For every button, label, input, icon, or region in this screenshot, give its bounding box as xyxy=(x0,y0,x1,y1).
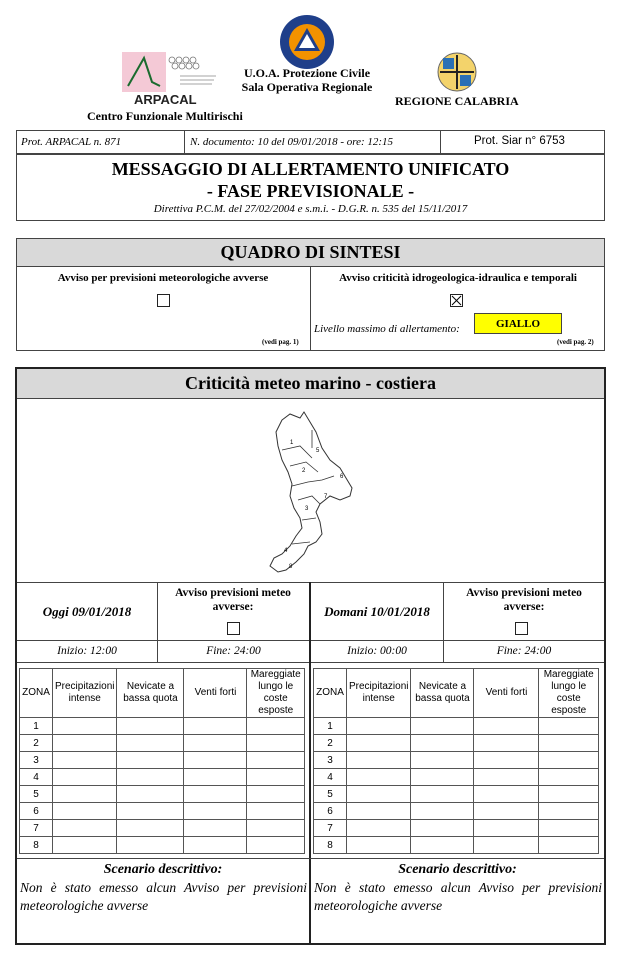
arpacal-mountain-icon xyxy=(122,52,166,92)
zone-number: 6 xyxy=(314,803,347,820)
arpacal-subtitle: Centro Funzionale Multirischi xyxy=(87,109,243,123)
table-row xyxy=(314,837,599,854)
zone-cell xyxy=(347,837,411,854)
uoa-line1: U.O.A. Protezione Civile xyxy=(243,66,371,80)
zone-number: 2 xyxy=(20,735,53,752)
svg-text:7: 7 xyxy=(324,494,328,500)
zone-cell xyxy=(347,718,411,735)
zone-cell xyxy=(539,752,599,769)
zone-cell xyxy=(117,735,184,752)
protezione-civile-logo xyxy=(279,14,335,70)
col-zona: ZONA xyxy=(314,669,347,718)
col-venti: Venti forti xyxy=(474,669,539,718)
zone-cell xyxy=(411,803,474,820)
calabria-zone-map xyxy=(260,408,370,578)
zone-cell xyxy=(117,803,184,820)
zone-cell xyxy=(184,803,247,820)
svg-text:8: 8 xyxy=(289,564,293,570)
zone-number: 8 xyxy=(20,837,53,854)
day1-divider xyxy=(157,582,158,640)
table-row xyxy=(314,718,599,735)
svg-text:5: 5 xyxy=(316,448,320,454)
zone-number: 5 xyxy=(20,786,53,803)
zone-cell xyxy=(247,718,305,735)
zone-cell xyxy=(117,837,184,854)
zone-cell xyxy=(347,769,411,786)
livello-label: Livello massimo di allertamento: xyxy=(314,323,460,335)
zone-cell xyxy=(117,769,184,786)
zone-table-tomorrow xyxy=(313,668,599,854)
table-row xyxy=(20,752,305,769)
zone-number: 1 xyxy=(20,718,53,735)
regione-calabria: REGIONE CALABRIA xyxy=(395,94,519,108)
arpacal-logo xyxy=(122,52,166,92)
zone-cell xyxy=(184,718,247,735)
criticita-checkbox-checked[interactable] xyxy=(450,294,463,307)
col-nevicate: Nevicate a bassa quota xyxy=(411,669,474,718)
zone-cell xyxy=(539,769,599,786)
day1-scenario-text: Non è stato emesso alcun Avviso per previsioni meteorologiche avverse xyxy=(20,880,307,913)
title-line1: MESSAGGIO DI ALLERTAMENTO UNIFICATO xyxy=(111,159,510,179)
zone-cell xyxy=(347,803,411,820)
day2-avviso-label: Avviso previsioni meteo avverse: xyxy=(466,587,582,613)
zone-cell xyxy=(184,820,247,837)
zone-cell xyxy=(539,803,599,820)
day2-scenario-text: Non è stato emesso alcun Avviso per previsioni meteorologiche avverse xyxy=(314,880,602,913)
zone-cell xyxy=(247,752,305,769)
zone-cell xyxy=(474,837,539,854)
day2-avviso-checkbox[interactable] xyxy=(515,622,528,635)
zone-cell xyxy=(347,752,411,769)
title-directive: Direttiva P.C.M. del 27/02/2004 e s.m.i. - D.G.R. n. 535 del 15/11/2017 xyxy=(153,203,468,215)
zone-cell xyxy=(117,820,184,837)
zone-cell xyxy=(247,769,305,786)
day2-scenario-title: Scenario descrittivo: xyxy=(398,862,517,877)
zone-cell xyxy=(411,752,474,769)
svg-text:3: 3 xyxy=(305,506,309,512)
zone-cell xyxy=(474,769,539,786)
zone-cell xyxy=(247,820,305,837)
livello-giallo-badge: GIALLO xyxy=(474,313,562,334)
zone-number: 3 xyxy=(20,752,53,769)
zone-cell xyxy=(411,820,474,837)
col-mareggiate: Mareggiate lungo le coste esposte xyxy=(539,669,599,718)
table-row xyxy=(314,786,599,803)
zone-cell xyxy=(539,718,599,735)
col-zona: ZONA xyxy=(20,669,53,718)
zone-cell xyxy=(411,769,474,786)
zone-number: 3 xyxy=(314,752,347,769)
zone-cell xyxy=(347,820,411,837)
zone-cell xyxy=(347,735,411,752)
zone-cell xyxy=(184,752,247,769)
marino-title: Criticità meteo marino - costiera xyxy=(185,373,436,393)
col-venti: Venti forti xyxy=(184,669,247,718)
zone-cell xyxy=(347,786,411,803)
prot-siar: Prot. Siar n° 6753 xyxy=(474,135,565,147)
zone-number: 2 xyxy=(314,735,347,752)
day1-inizio: Inizio: 12:00 xyxy=(57,645,117,657)
table-row xyxy=(314,769,599,786)
zone-cell xyxy=(474,803,539,820)
zone-cell xyxy=(247,837,305,854)
zone-cell xyxy=(411,735,474,752)
zone-number: 6 xyxy=(20,803,53,820)
zone-cell xyxy=(474,752,539,769)
col-nevicate: Nevicate a bassa quota xyxy=(117,669,184,718)
zone-cell xyxy=(247,786,305,803)
zone-number: 8 xyxy=(314,837,347,854)
zone-cell xyxy=(247,735,305,752)
day2-fine: Fine: 24:00 xyxy=(496,645,552,657)
zone-cell xyxy=(247,803,305,820)
arpacal-dots-icon xyxy=(166,54,218,88)
svg-text:4: 4 xyxy=(284,548,288,554)
zone-cell xyxy=(474,718,539,735)
day2-divider xyxy=(443,582,444,640)
table-header-row xyxy=(314,669,599,718)
zone-cell xyxy=(411,837,474,854)
day1-scenario-title: Scenario descrittivo: xyxy=(103,862,223,877)
table-header-row xyxy=(20,669,305,718)
zone-cell xyxy=(184,769,247,786)
zone-cell xyxy=(117,752,184,769)
day2-date: Domani 10/01/2018 xyxy=(324,604,430,619)
table-row xyxy=(314,752,599,769)
zone-cell xyxy=(184,735,247,752)
day2-divider xyxy=(311,640,604,641)
day1-date: Oggi 09/01/2018 xyxy=(42,604,132,619)
zone-cell xyxy=(184,837,247,854)
table-row xyxy=(314,820,599,837)
table-row xyxy=(20,769,305,786)
table-row xyxy=(20,837,305,854)
zone-cell xyxy=(117,718,184,735)
sintesi-left-label: Avviso per previsioni meteorologiche avverse xyxy=(57,272,269,284)
zone-cell xyxy=(53,837,117,854)
zone-cell xyxy=(53,786,117,803)
zone-cell xyxy=(474,735,539,752)
zone-cell xyxy=(539,820,599,837)
regione-calabria-crest xyxy=(437,52,477,92)
days-center-divider xyxy=(309,582,311,944)
documento-number: N. documento: 10 del 09/01/2018 - ore: 12:15 xyxy=(190,136,394,148)
day1-divider xyxy=(17,662,309,663)
col-precipitazioni: Precipitazioni intense xyxy=(53,669,117,718)
prot-arpacal: Prot. ARPACAL n. 871 xyxy=(21,136,122,148)
day1-divider xyxy=(17,640,309,641)
zone-cell xyxy=(539,837,599,854)
table-row xyxy=(20,786,305,803)
zone-cell xyxy=(117,786,184,803)
zone-cell xyxy=(474,820,539,837)
zone-cell xyxy=(411,718,474,735)
zone-cell xyxy=(474,786,539,803)
zone-cell xyxy=(53,820,117,837)
protocol-divider xyxy=(440,130,441,154)
zone-cell xyxy=(53,752,117,769)
sintesi-left-note: (vedi pag. 1) xyxy=(262,338,299,346)
meteo-avverse-checkbox[interactable] xyxy=(157,294,170,307)
zone-cell xyxy=(53,803,117,820)
table-row xyxy=(20,735,305,752)
title-line2: - FASE PREVISIONALE - xyxy=(206,181,415,201)
protocol-divider xyxy=(184,130,185,154)
zone-cell xyxy=(53,769,117,786)
day1-fine: Fine: 24:00 xyxy=(206,645,261,657)
zone-number: 7 xyxy=(20,820,53,837)
zone-cell xyxy=(539,735,599,752)
uoa-line2: Sala Operativa Regionale xyxy=(241,80,373,94)
zone-number: 4 xyxy=(314,769,347,786)
sintesi-right-note: (vedi pag. 2) xyxy=(557,338,594,346)
zone-number: 4 xyxy=(20,769,53,786)
zone-cell xyxy=(184,786,247,803)
zone-cell xyxy=(539,786,599,803)
arpacal-name: ARPACAL xyxy=(134,92,197,107)
zone-table-today xyxy=(19,668,305,854)
day2-divider xyxy=(311,662,604,663)
zone-number: 5 xyxy=(314,786,347,803)
table-row xyxy=(20,718,305,735)
zone-cell xyxy=(53,718,117,735)
sintesi-title: QUADRO DI SINTESI xyxy=(220,242,401,262)
svg-text:2: 2 xyxy=(302,468,306,474)
day2-inizio: Inizio: 00:00 xyxy=(347,645,407,657)
day1-avviso-checkbox[interactable] xyxy=(227,622,240,635)
table-row xyxy=(314,735,599,752)
table-row xyxy=(20,803,305,820)
zone-cell xyxy=(53,735,117,752)
zone-number: 1 xyxy=(314,718,347,735)
svg-text:1: 1 xyxy=(290,440,294,446)
zone-cell xyxy=(411,786,474,803)
table-row xyxy=(314,803,599,820)
table-row xyxy=(20,820,305,837)
sintesi-right-label: Avviso criticità idrogeologica-idraulica e temporali xyxy=(339,272,577,284)
day1-avviso-label: Avviso previsioni meteo avverse: xyxy=(175,587,291,613)
scenario-divider xyxy=(17,858,604,859)
zone-number: 7 xyxy=(314,820,347,837)
check-x-icon xyxy=(451,295,462,306)
col-mareggiate: Mareggiate lungo le coste esposte xyxy=(247,669,305,718)
col-precipitazioni: Precipitazioni intense xyxy=(347,669,411,718)
svg-text:6: 6 xyxy=(340,474,344,480)
